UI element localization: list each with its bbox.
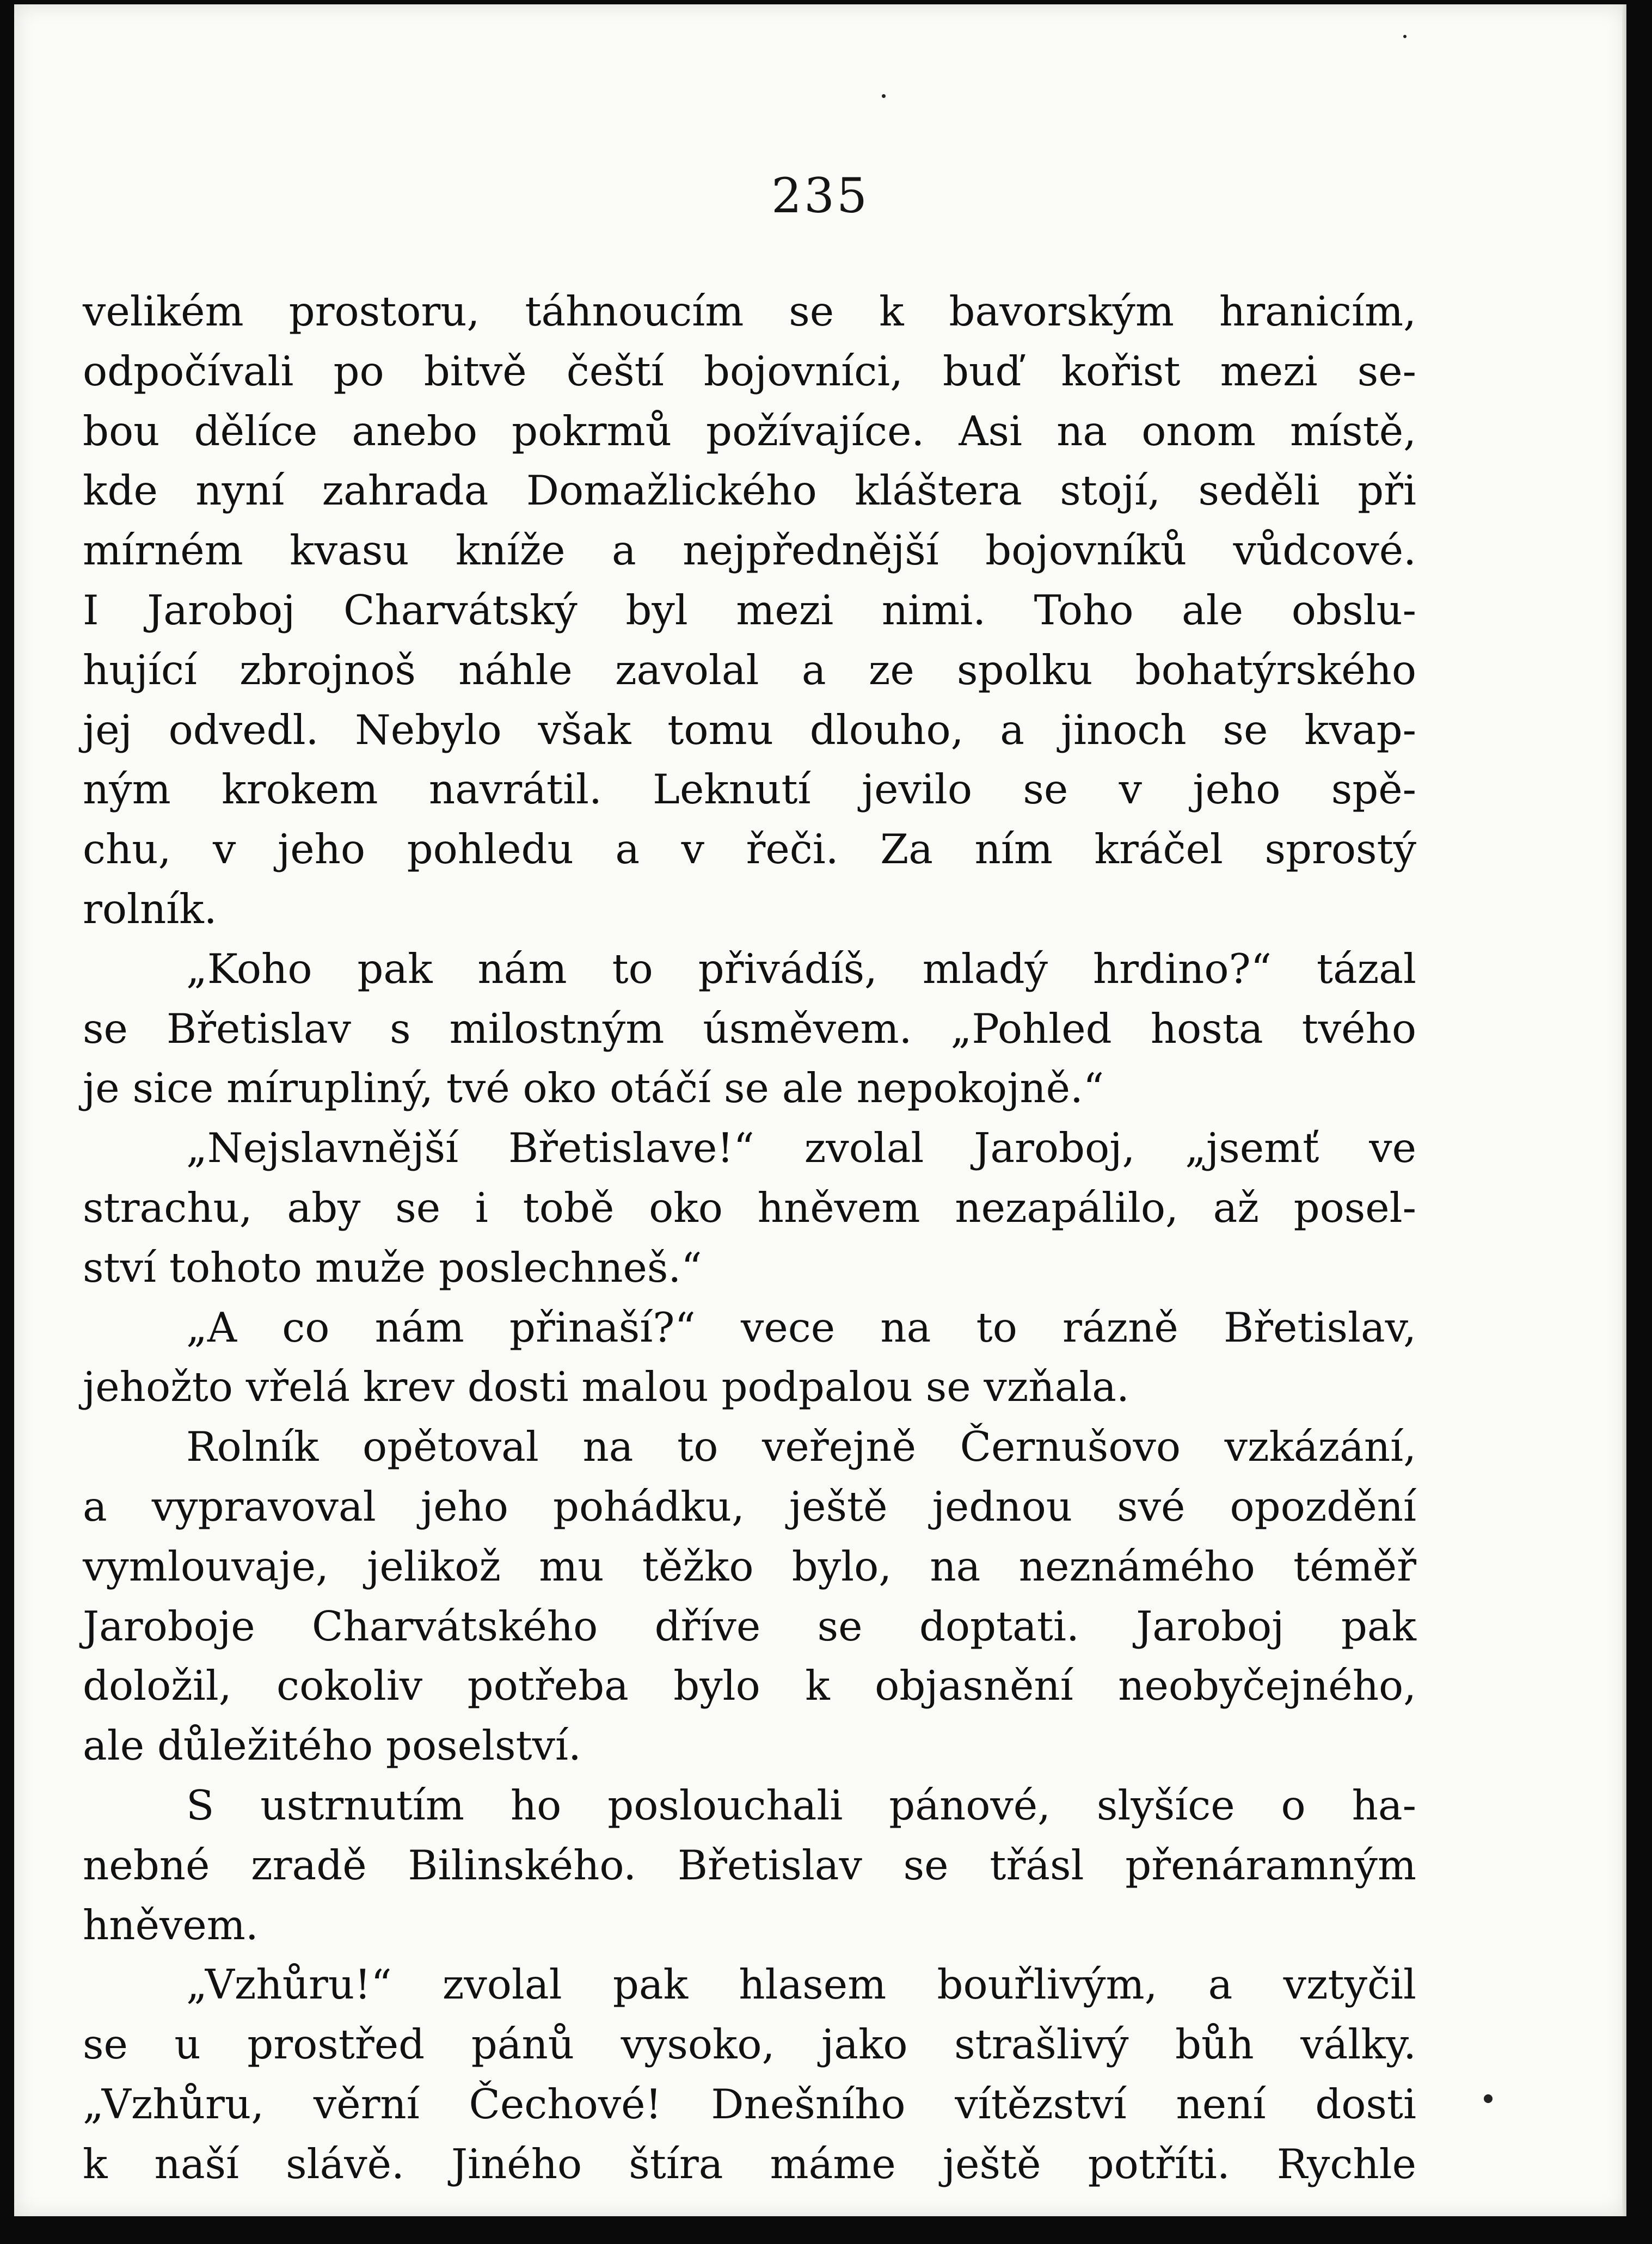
text-line: Jaroboje Charvátského dříve se doptati. Jaroboj pak	[83, 1602, 1416, 1650]
text-line: I Jaroboj Charvátský byl mezi nimi. Toho ale obslu-	[83, 586, 1416, 634]
text-line: strachu, aby se i tobě oko hněvem nezapálilo, až posel-	[83, 1183, 1416, 1232]
text-line: bou dělíce anebo pokrmů požívajíce. Asi na onom místě,	[83, 407, 1416, 455]
text-line: je sice mírupliný, tvé oko otáčí se ale nepokojně.“	[83, 1064, 1104, 1112]
text-line: Rolník opětoval na to veřejně Černušovo vzkázání,	[186, 1423, 1416, 1471]
text-line: chu, v jeho pohledu a v řeči. Za ním kráčel sprostý	[83, 825, 1416, 874]
ink-speck	[1484, 2094, 1493, 2103]
book-page	[14, 4, 1626, 2216]
text-line: „Koho pak nám to přivádíš, mladý hrdino?“ tázal	[186, 944, 1416, 993]
text-line: ství tohoto muže poslechneš.“	[83, 1243, 702, 1292]
text-line: vymlouvaje, jelikož mu těžko bylo, na neznámého téměř	[83, 1542, 1416, 1590]
text-line: S ustrnutím ho poslouchali pánové, slyšíce o ha-	[186, 1781, 1416, 1829]
text-line: hněvem.	[83, 1901, 259, 1949]
page-number: 235	[771, 168, 869, 224]
body-text	[83, 282, 1416, 2194]
text-line: „Vzhůru, věrní Čechové! Dnešního vítězství není dosti	[83, 2080, 1416, 2128]
ink-speck	[882, 94, 886, 98]
text-line: ale důležitého poselství.	[83, 1722, 581, 1770]
text-line: hující zbrojnoš náhle zavolal a ze spolku bohatýrského	[83, 645, 1416, 694]
text-line: nebné zradě Bilinského. Břetislav se třásl přenáramným	[83, 1841, 1416, 1889]
text-line: odpočívali po bitvě čeští bojovníci, buď kořist mezi se-	[83, 347, 1416, 395]
scan-edge	[1622, 4, 1626, 2216]
text-line: rolník.	[83, 884, 217, 933]
text-line: jej odvedl. Nebylo však tomu dlouho, a jinoch se kvap-	[83, 705, 1416, 754]
text-line: „A co nám přinaší?“ vece na to rázně Břetislav,	[186, 1303, 1416, 1351]
text-line: velikém prostoru, táhnoucím se k bavorským hranicím,	[83, 287, 1416, 335]
text-line: se u prostřed pánů vysoko, jako strašlivý bůh války.	[83, 2020, 1416, 2069]
text-line: ným krokem navrátil. Leknutí jevilo se v jeho spě-	[83, 765, 1416, 814]
text-line: a vypravoval jeho pohádku, ještě jednou své opozdění	[83, 1482, 1416, 1530]
ink-speck	[1403, 35, 1407, 38]
text-line: kde nyní zahrada Domažlického kláštera stojí, seděli při	[83, 466, 1416, 515]
text-line: doložil, cokoliv potřeba bylo k objasnění neobyčejného,	[83, 1662, 1416, 1710]
text-line: se Břetislav s milostným úsměvem. „Pohled hosta tvého	[83, 1004, 1416, 1053]
text-line: mírném kvasu kníže a nejpřednější bojovníků vůdcové.	[83, 526, 1416, 575]
text-line: „Vzhůru!“ zvolal pak hlasem bouřlivým, a vztyčil	[186, 1960, 1416, 2009]
text-line: k naší slávě. Jiného štíra máme ještě potříti. Rychle	[83, 2140, 1416, 2188]
text-line: jehožto vřelá krev dosti malou podpalou se vzňala.	[83, 1363, 1129, 1411]
text-line: „Nejslavnější Břetislave!“ zvolal Jaroboj, „jsemť ve	[186, 1124, 1416, 1172]
